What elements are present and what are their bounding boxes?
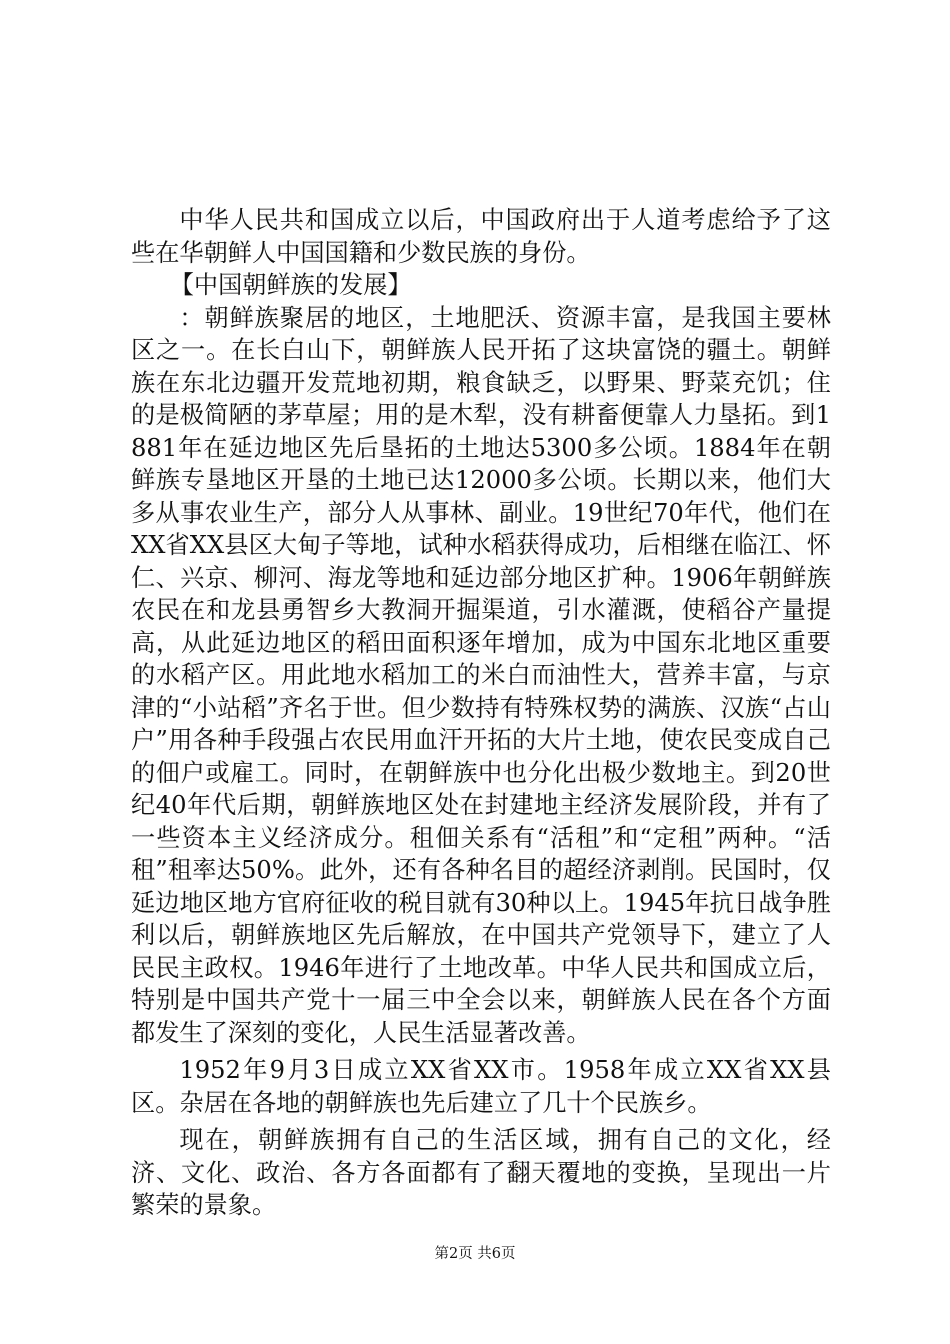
paragraph-present-day: 现在，朝鲜族拥有自己的生活区域，拥有自己的文化，经济、文化、政治、各方各面都有了翻天覆地的变换，呈现出一片繁荣的景象。: [131, 1126, 831, 1219]
document-body: [131, 204, 831, 1222]
page-number-footer: 第2页 共6页: [434, 1246, 516, 1262]
section-heading-development: 【中国朝鲜族的发展】: [169, 271, 412, 299]
paragraph-nationality-status: 中华人民共和国成立以后，中国政府出于人道考虑给予了这些在华朝鲜人中国国籍和少数民族的身份。: [131, 206, 831, 267]
paragraph-history: ：朝鲜族聚居的地区，土地肥沃、资源丰富，是我国主要林区之一。在长白山下，朝鲜族人民开拓了这块富饶的疆土。朝鲜族在东北边疆开发荒地初期，粮食缺乏，以野果、野菜充饥；住的是极简陋的茅草屋；用的是木犁，没有耕畜便靠人力垦拓。到1881年在延边地区先后垦拓的土地达5300多公顷。1884年在朝鲜族专垦地区开垦的土地已达12000多公顷。长期以来，他们大多从事农业生产，部分人从事林、副业。19世纪70年代，他们在XX省XX县区大甸子等地，试种水稻获得成功，后相继在临江、怀仁、兴京、柳河、海龙等地和延边部分地区扩种。1906年朝鲜族农民在和龙县勇智乡大教洞开掘渠道，引水灌溉，使稻谷产量提高，从此延边地区的稻田面积逐年增加，成为中国东北地区重要的水稻产区。用此地水稻加工的米白而油性大，营养丰富，与京津的“小站稻”齐名于世。但少数持有特殊权势的满族、汉族“占山户”用各种手段强占农民用血汗开拓的大片土地，使农民变成自己的佃户或雇工。同时，在朝鲜族中也分化出极少数地主。到20世纪40年代后期，朝鲜族地区处在封建地主经济发展阶段，并有了一些资本主义经济成分。租佃关系有“活租”和“定租”两种。“活租”租率达50%。此外，还有各种名目的超经济剥削。民国时，仅延边地区地方官府征收的税目就有30种以上。1945年抗日战争胜利以后，朝鲜族地区先后解放，在中国共产党领导下，建立了人民民主政权。1946年进行了土地改革。中华人民共和国成立后，特别是中国共产党十一届三中全会以来，朝鲜族人民在各个方面都发生了深刻的变化，人民生活显著改善。: [131, 303, 831, 1047]
paragraph-establishment: 1952年9月3日成立XX省XX市。1958年成立XX省XX县区。杂居在各地的朝鲜族也先后建立了几十个民族乡。: [131, 1056, 831, 1117]
